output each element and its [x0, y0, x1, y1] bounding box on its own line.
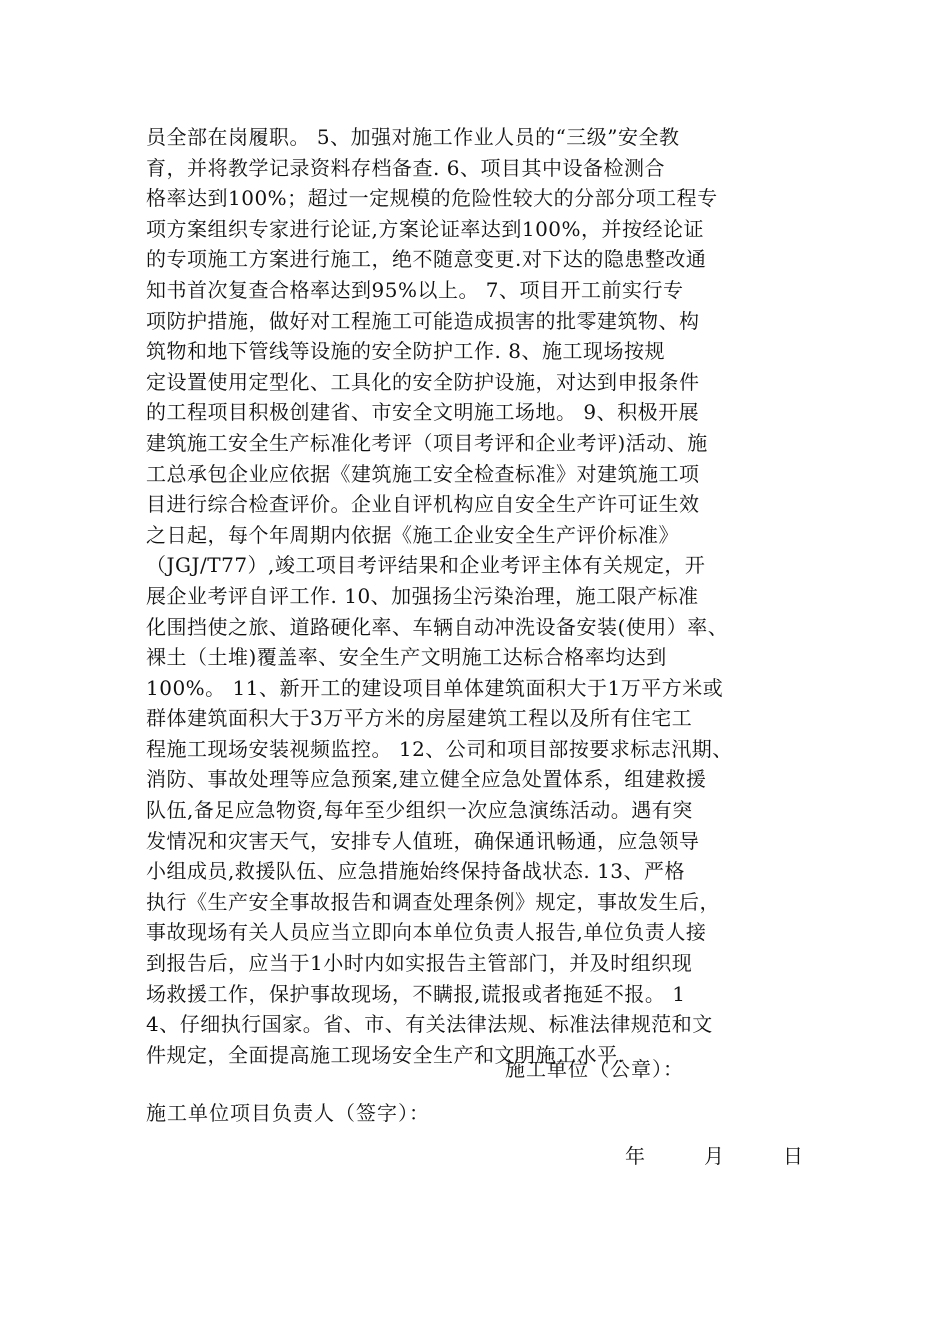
body-line: 执行《生产安全事故报告和调查处理条例》规定，事故发生后，	[146, 889, 720, 914]
body-line: 程施工现场安装视频监控。 12、公司和项目部按要求标志汛期、	[146, 736, 733, 761]
body-line: 到报告后，应当于1小时内如实报告主管部门，并及时组织现	[146, 951, 693, 976]
body-line: 队伍,备足应急物资,每年至少组织一次应急演练活动。遇有突	[146, 798, 693, 823]
date-month-label: 月	[704, 1144, 725, 1168]
body-line: 定设置使用定型化、工具化的安全防护设施，对达到申报条件	[146, 369, 700, 394]
body-line: 格率达到100%；超过一定规模的危险性较大的分部分项工程专	[146, 186, 718, 211]
body-line: 员全部在岗履职。 5、加强对施工作业人员的“三级”安全教	[146, 125, 680, 149]
project-manager-signature-label: 施工单位项目负责人（签字）：	[146, 1101, 430, 1125]
body-line: 4、仔细执行国家。省、市、有关法律法规、标准法律规范和文	[146, 1012, 713, 1037]
body-line: 件规定，全面提高施工现场安全生产和文明施工水平.	[146, 1042, 625, 1067]
body-line: 育，并将教学记录资料存档备查. 6、项目其中设备检测合	[146, 155, 665, 180]
body-line: 之日起，每个年周期内依据《施工企业安全生产评价标准》	[146, 522, 679, 547]
body-line: 小组成员,救援队伍、应急措施始终保持备战状态. 13、严格	[146, 859, 686, 884]
body-line: 的专项施工方案进行施工，绝不随意变更.对下达的隐患整改通	[146, 247, 707, 272]
body-line: 发情况和灾害天气，安排专人值班，确保通讯畅通，应急领导	[146, 828, 700, 853]
body-line: 建筑施工安全生产标准化考评（项目考评和企业考评)活动、施	[146, 430, 708, 455]
body-line: 的工程项目积极创建省、市安全文明施工场地。 9、积极开展	[146, 400, 700, 425]
body-line: 事故现场有关人员应当立即向本单位负责人报告,单位负责人接	[146, 920, 707, 945]
body-line: 裸土（土堆)覆盖率、安全生产文明施工达标合格率均达到	[146, 645, 667, 670]
body-line: 工总承包企业应依据《建筑施工安全检查标准》对建筑施工项	[146, 461, 700, 486]
body-line: 场救援工作，保护事故现场，不瞒报,谎报或者拖延不报。 1	[146, 981, 686, 1006]
document-body	[146, 122, 826, 1070]
body-line: 项防护措施，做好对工程施工可能造成损害的批零建筑物、构	[146, 308, 700, 333]
body-line: 化围挡使之旅、道路硬化率、车辆自动冲洗设备安装(使用）率、	[146, 614, 729, 639]
body-line: 展企业考评自评工作. 10、加强扬尘污染治理，施工限产标准	[146, 583, 699, 608]
body-line: 知书首次复查合格率达到95%以上。 7、项目开工前实行专	[146, 277, 684, 302]
body-line: 群体建筑面积大于3万平方米的房屋建筑工程以及所有住宅工	[146, 706, 693, 731]
body-line: 项方案组织专家进行论证,方案论证率达到100%，并按经论证	[146, 216, 705, 241]
date-year-label: 年	[625, 1144, 646, 1168]
construction-unit-seal-label: 施工单位（公章）：	[505, 1057, 684, 1081]
date-day-label: 日	[783, 1144, 804, 1168]
body-line: 目进行综合检查评价。企业自评机构应自安全生产许可证生效	[146, 492, 700, 517]
body-line: （JGJ/T77）,竣工项目考评结果和企业考评主体有关规定，开	[146, 553, 706, 578]
body-line: 消防、事故处理等应急预案,建立健全应急处置体系，组建救援	[146, 767, 707, 792]
date-line	[625, 1141, 804, 1171]
body-line: 筑物和地下管线等设施的安全防护工作. 8、施工现场按规	[146, 339, 665, 364]
body-line: 100%。 11、新开工的建设项目单体建筑面积大于1万平方米或	[146, 675, 724, 700]
